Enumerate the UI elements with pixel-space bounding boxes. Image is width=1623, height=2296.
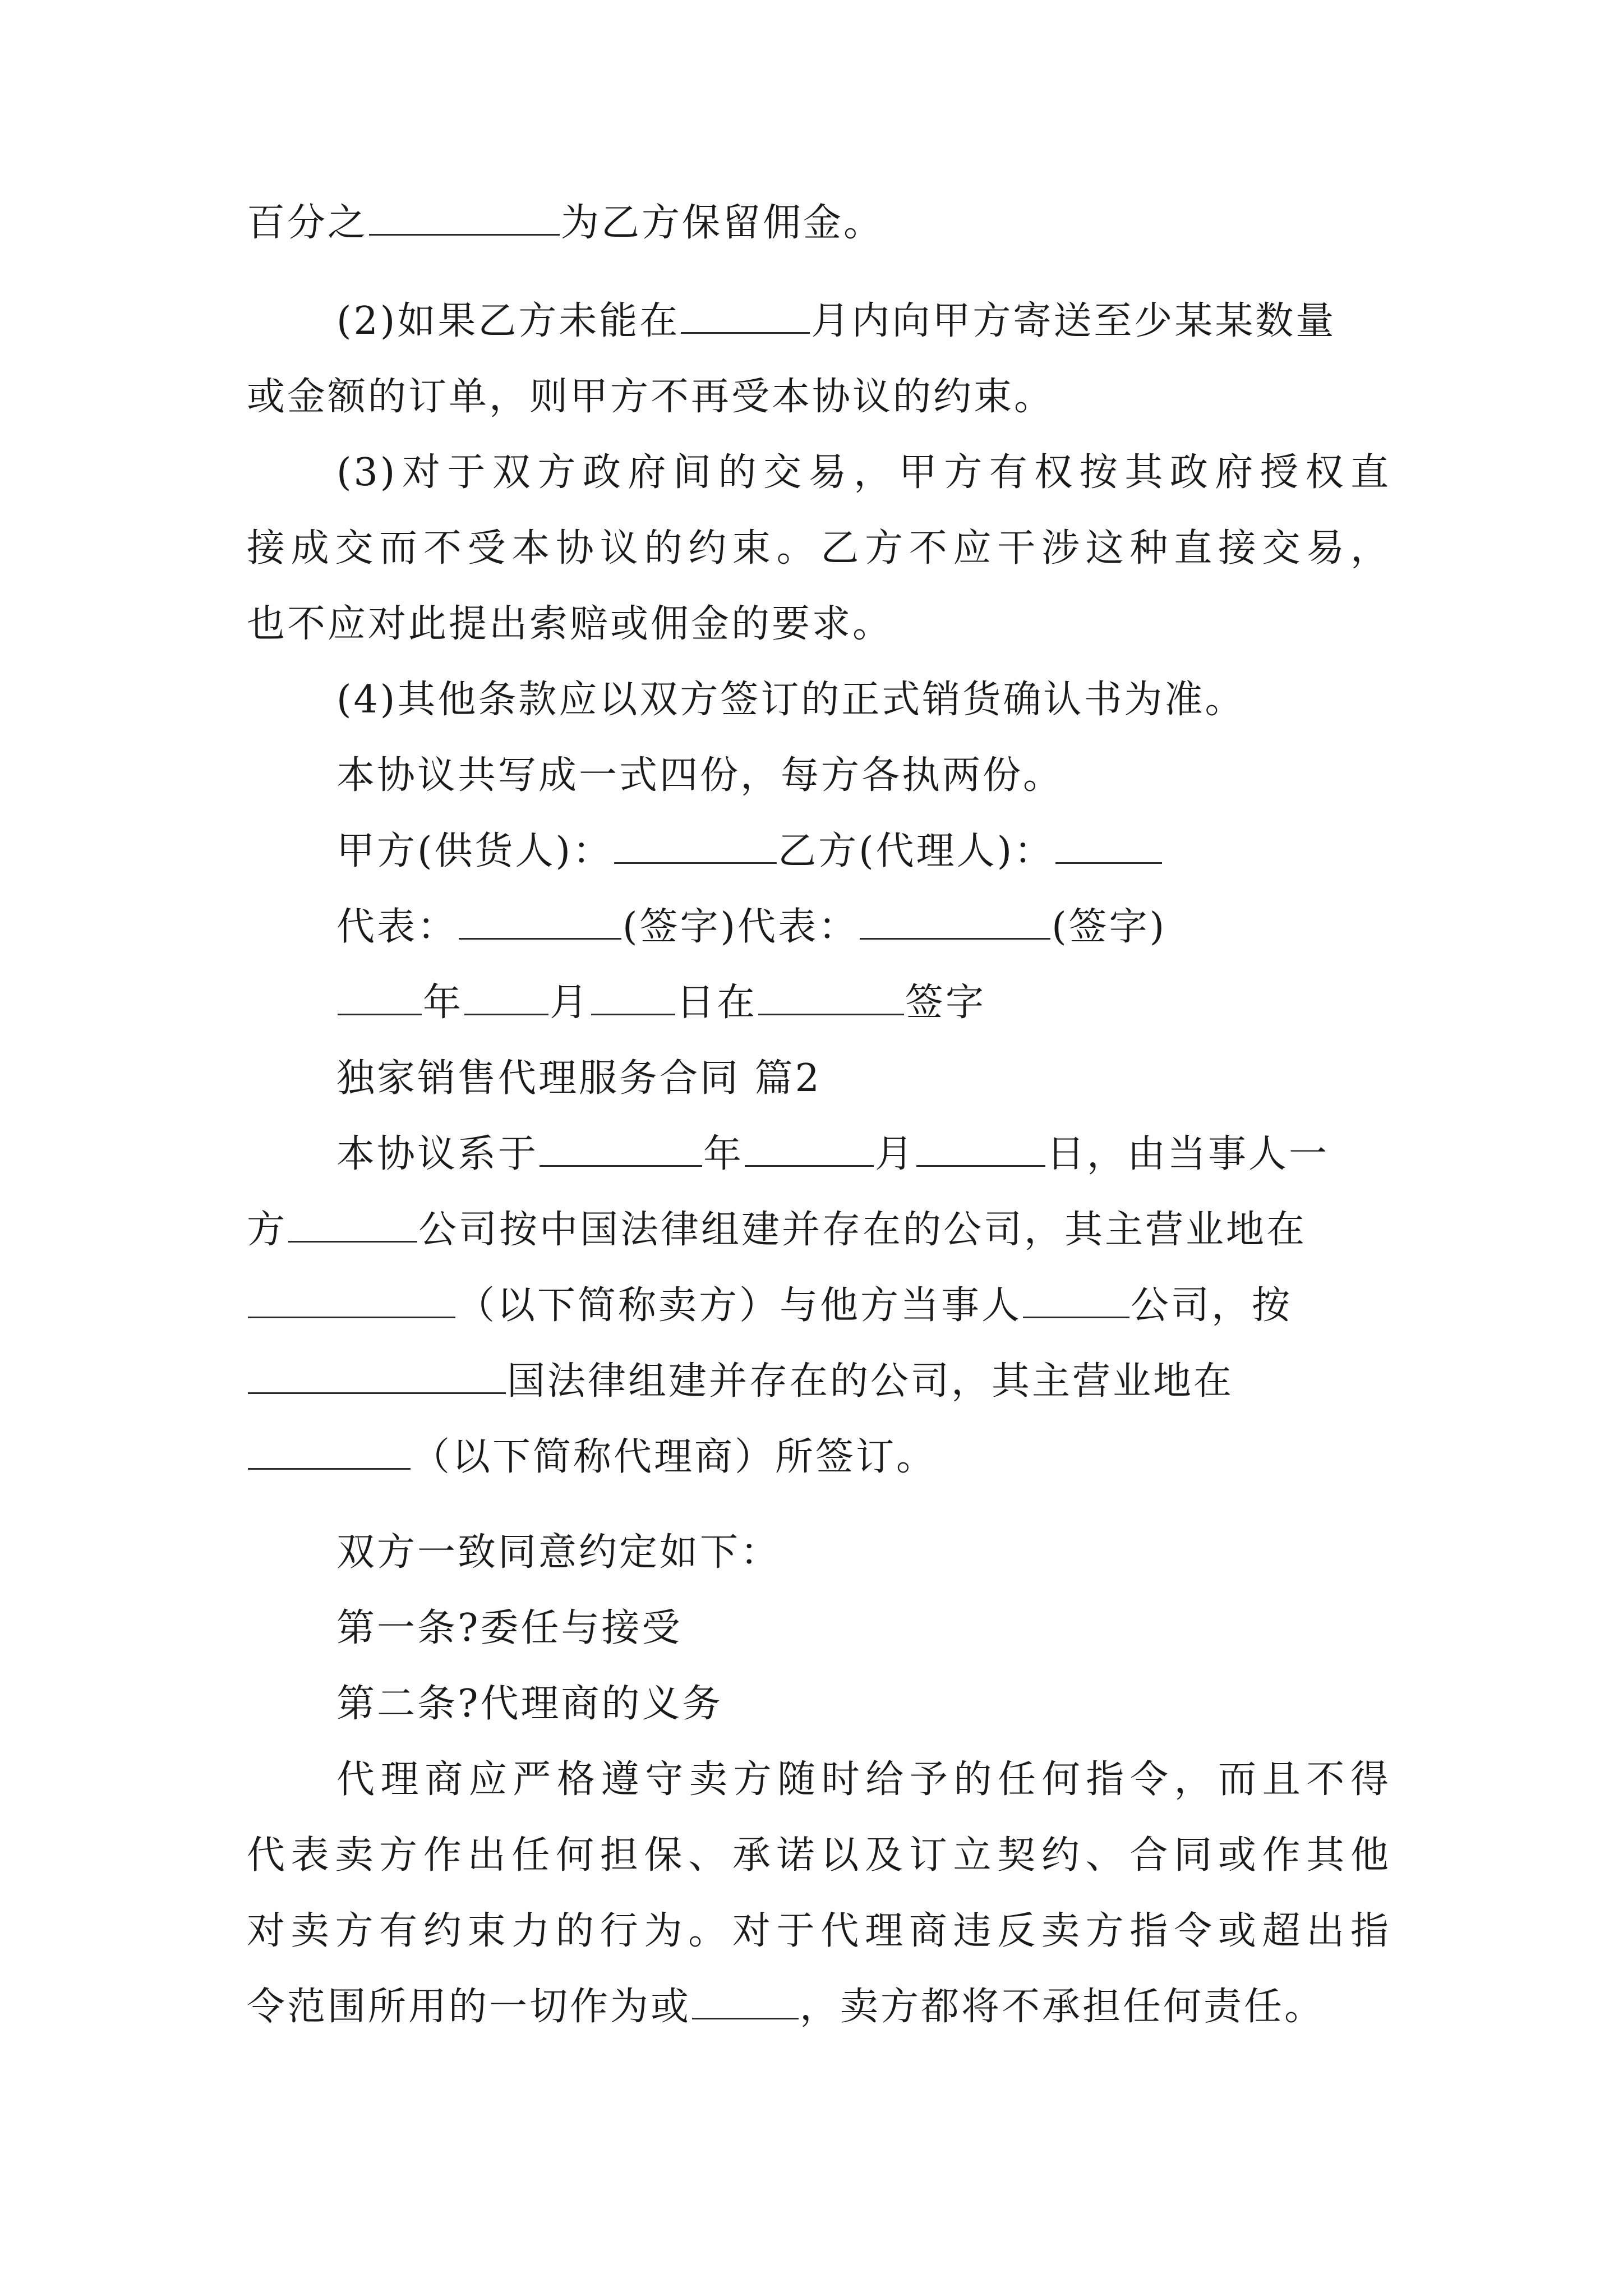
text-line: 也不应对此提出索赔或佣金的要求。 — [247, 602, 893, 646]
text-fragment: （以下简称代理商）所签订。 — [412, 1435, 937, 1479]
text-fragment: 日，由当事人一 — [1046, 1132, 1330, 1176]
text-fragment: 签字 — [905, 981, 986, 1025]
text-fragment: 月内向甲方寄送至少某某数量 — [811, 299, 1336, 343]
text-fragment: 月 — [875, 1132, 916, 1176]
blank-underline — [591, 980, 675, 1015]
blank-underline — [860, 904, 1050, 940]
blank-underline — [248, 1359, 506, 1394]
text-line: (3)对于双方政府间的交易，甲方有权按其政府授权直 — [336, 450, 1391, 495]
blank-underline — [745, 1131, 874, 1167]
article-heading: 第一条?委任与接受 — [336, 1606, 683, 1650]
blank-underline — [248, 1283, 455, 1318]
text-fragment: (2)如果乙方未能在 — [336, 299, 680, 343]
blank-underline — [916, 1131, 1045, 1167]
text-line — [247, 1980, 1391, 2034]
blank-underline — [369, 200, 560, 236]
text-fragment: 本协议系于 — [336, 1132, 539, 1176]
text-fragment: 乙方(代理人)： — [778, 829, 1055, 873]
blank-underline — [248, 1434, 411, 1470]
text-fragment: 年 — [703, 1132, 744, 1176]
blank-underline — [338, 980, 422, 1015]
date-line — [336, 976, 1391, 1030]
text-line: 对卖方有约束力的行为。对于代理商违反卖方指令或超出指 — [247, 1909, 1391, 1953]
text-fragment: ，卖方都将不承担任何责任。 — [800, 1985, 1325, 2029]
blank-underline — [758, 980, 904, 1015]
signature-line — [336, 900, 1391, 954]
text-line: (4)其他条款应以双方签订的正式销货确认书为准。 — [336, 678, 1246, 722]
text-fragment: 日在 — [676, 981, 758, 1025]
text-fragment: 百分之 — [247, 201, 368, 245]
text-fragment: 国法律组建并存在的公司，其主营业地在 — [507, 1359, 1234, 1404]
text-line: 代理商应严格遵守卖方随时给予的任何指令，而且不得 — [336, 1757, 1391, 1802]
text-fragment: 月 — [550, 981, 591, 1025]
blank-underline — [288, 1207, 417, 1243]
text-line — [247, 196, 1391, 250]
blank-underline — [1023, 1283, 1129, 1318]
text-fragment: 公司按中国法律组建并存在的公司，其主营业地在 — [418, 1208, 1307, 1252]
text-line — [336, 295, 1391, 348]
text-fragment: (签字)代表： — [623, 905, 859, 949]
text-line — [247, 1430, 1391, 1484]
article-heading: 第二条?代理商的义务 — [336, 1682, 723, 1726]
text-line — [336, 1128, 1391, 1181]
text-line — [247, 1355, 1391, 1409]
text-fragment: （以下简称卖方）与他方当事人 — [457, 1283, 1022, 1328]
blank-underline — [464, 980, 548, 1015]
text-line — [247, 1279, 1391, 1333]
signature-line — [336, 825, 1391, 878]
text-fragment: (签字) — [1052, 905, 1167, 949]
blank-underline — [681, 298, 810, 334]
text-fragment: 年 — [423, 981, 464, 1025]
text-fragment: 公司，按 — [1131, 1283, 1293, 1328]
text-fragment: 为乙方保留佣金。 — [561, 201, 884, 245]
text-fragment: 方 — [247, 1208, 288, 1252]
section-title: 独家销售代理服务合同 篇2 — [336, 1056, 822, 1101]
blank-underline — [540, 1131, 702, 1167]
blank-underline — [459, 904, 621, 940]
text-line: 代表卖方作出任何担保、承诺以及订立契约、合同或作其他 — [247, 1833, 1391, 1878]
text-fragment: 代表： — [336, 905, 458, 949]
text-line: 双方一致同意约定如下： — [336, 1530, 781, 1575]
text-line — [247, 1203, 1391, 1257]
text-line: 或金额的订单，则甲方不再受本协议的约束。 — [247, 375, 1055, 419]
blank-underline — [614, 829, 777, 864]
blank-underline — [1055, 829, 1162, 864]
text-line: 接成交而不受本协议的约束。乙方不应干涉这种直接交易， — [247, 526, 1391, 570]
text-fragment: 令范围所用的一切作为或 — [247, 1985, 691, 2029]
text-fragment: 甲方(供货人)： — [336, 829, 614, 873]
blank-underline — [692, 1984, 799, 2019]
text-line: 本协议共写成一式四份，每方各执两份。 — [336, 753, 1064, 798]
